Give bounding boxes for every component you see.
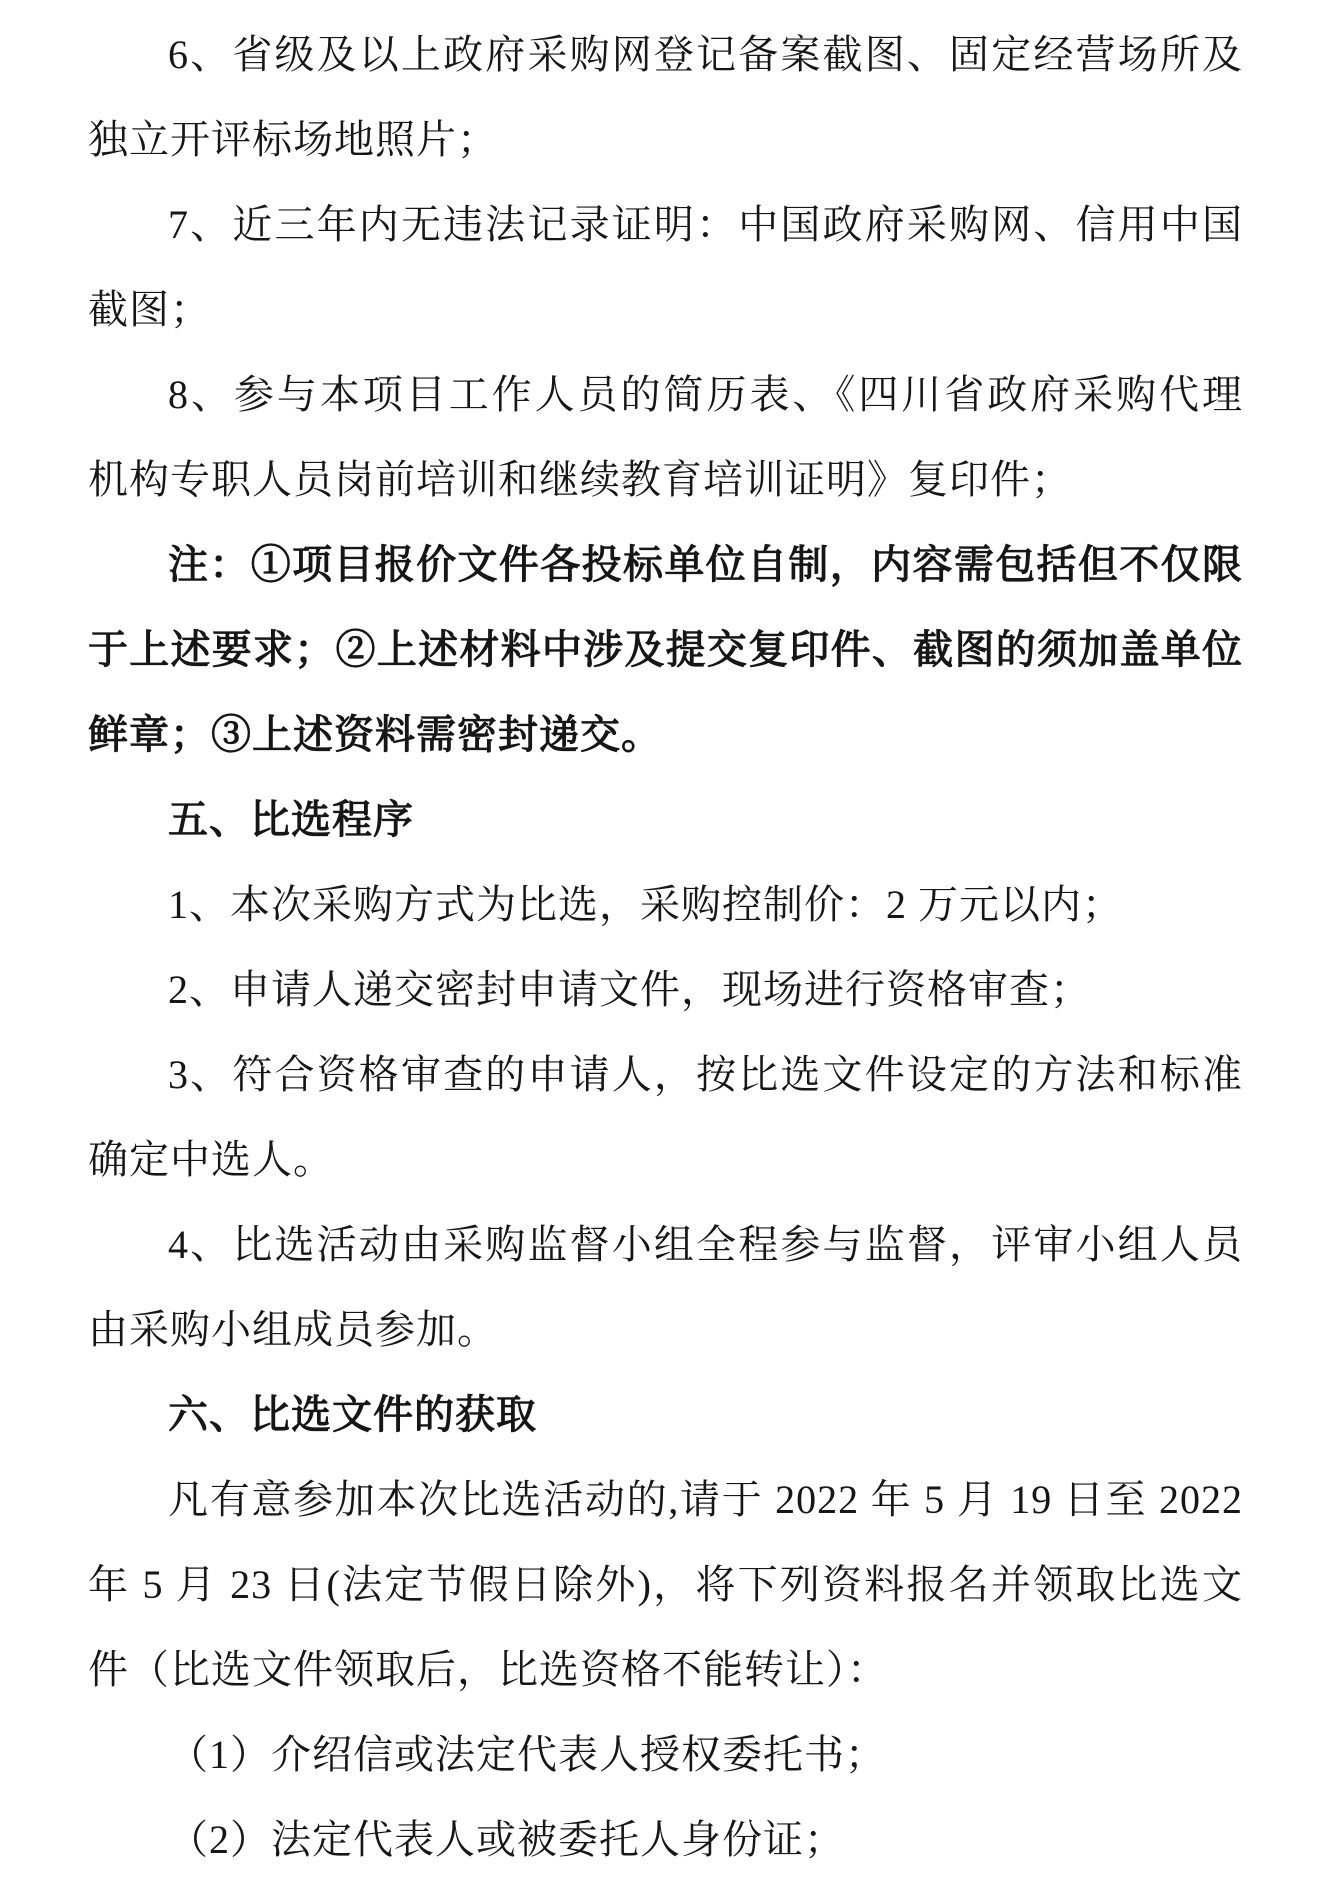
document-line: 件（比选文件领取后，比选资格不能转让）： [88,1647,888,1692]
document-line: 于上述要求；②上述材料中涉及提交复印件、截图的须加盖单位 [88,627,1243,672]
document-line: 4、比选活动由采购监督小组全程参与监督，评审小组人员 [168,1222,1243,1267]
document-content [88,12,1243,1882]
document-line: 截图； [88,287,211,332]
document-line: 3、符合资格审查的申请人，按比选文件设定的方法和标准 [168,1052,1243,1097]
document-line: 7、近三年内无违法记录证明：中国政府采购网、信用中国 [168,202,1243,247]
document-line: （1）介绍信或法定代表人授权委托书； [168,1732,886,1777]
document-line: 1、本次采购方式为比选，采购控制价：2 万元以内； [168,882,1123,927]
document-line: 机构专职人员岗前培训和继续教育培训证明》复印件； [88,457,1072,502]
document-line: （2）法定代表人或被委托人身份证； [168,1817,845,1862]
document-line: 鲜章；③上述资料需密封递交。 [88,712,662,757]
document-line: 凡有意参加本次比选活动的,请于 2022 年 5 月 19 日至 2022 [168,1477,1243,1522]
document-line: 独立开评标场地照片； [88,117,498,162]
document-line: 六、比选文件的获取 [168,1392,537,1437]
document-line: 确定中选人。 [88,1137,334,1182]
document-line: 6、省级及以上政府采购网登记备案截图、固定经营场所及 [168,32,1243,77]
document-line: 五、比选程序 [168,797,414,842]
document-line: 2、申请人递交密封申请文件，现场进行资格审查； [168,967,1091,1012]
document-line: 注：①项目报价文件各投标单位自制，内容需包括但不仅限 [168,542,1243,587]
document-line: 8、参与本项目工作人员的简历表、《四川省政府采购代理 [168,372,1243,417]
document-line: 由采购小组成员参加。 [88,1307,498,1352]
document-line: 年 5 月 23 日(法定节假日除外)，将下列资料报名并领取比选文 [88,1562,1243,1607]
